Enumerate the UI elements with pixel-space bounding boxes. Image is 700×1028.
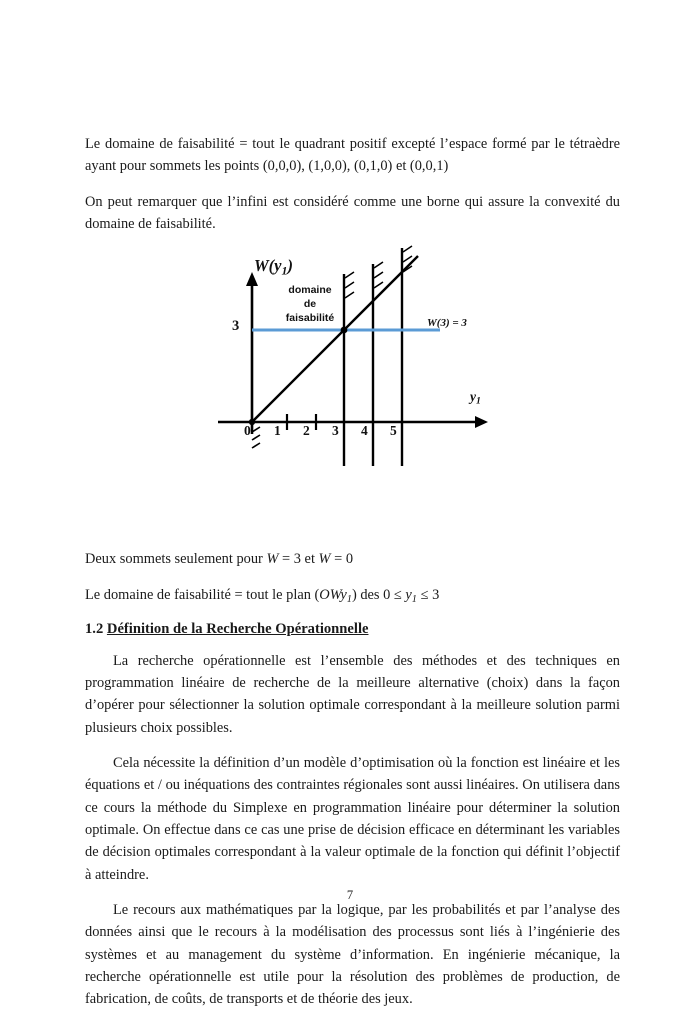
y-axis-label-sub: 1 xyxy=(281,263,288,278)
hatching-constraint-4 xyxy=(374,262,383,288)
x-axis-label-sub: 1 xyxy=(476,395,481,407)
symbol-w-first: W xyxy=(266,551,279,568)
symbol-y-second-sub: 1 xyxy=(411,593,417,605)
paragraph-recours-mathematiques: Le recours aux mathématiques par la logique, par les probabilités et par l’analyse des données ainsi que le recours à la modélisation des processus sont liés à l’ingénierie des systèmes et au management du système d’information. En ingénierie mécanique, la recherche opérationnelle est utile pour la résolution des problèmes de production, de fabrication, de coûts, de transports et de théorie des jeux. xyxy=(85,901,620,1008)
x-axis-arrowhead xyxy=(475,416,488,428)
feasibility-domain-figure xyxy=(200,238,520,486)
intersection-point-3-3 xyxy=(341,327,348,334)
diagonal-line-w-equals-y1 xyxy=(252,256,418,422)
paragraph-plan-domaine xyxy=(85,584,620,608)
paragraph-definition-ro: La recherche opérationnelle est l’ensemble des méthodes et des techniques en programmation linéaire de recherche de la meilleure alternative (choix) dans la façon d’opérer pour sélectionner la solution optimale correspondant à la meilleure solution parmi plusieurs choix possibles. xyxy=(85,652,620,736)
x-axis-label-main: y xyxy=(470,389,476,404)
y-axis-label-main: W xyxy=(254,256,269,275)
y-tick-label-3: 3 xyxy=(232,318,240,334)
plan-text-end: ≤ 3 xyxy=(416,586,440,603)
section-title: Définition de la Recherche Opérationnelle xyxy=(106,620,369,637)
section-number: 1.2 xyxy=(85,620,104,637)
page-number: 7 xyxy=(346,888,354,902)
paragraph-domaine-faisabilite: Le domaine de faisabilité = tout le quadrant positif excepté l’espace formé par le tétraèdre ayant pour sommets les points (0,0,0), (1,0,0), (0,1,0) et (0,0,1) xyxy=(85,136,620,175)
symbol-w-second: W xyxy=(318,551,331,568)
constraint-line-label: W(3) = 3 xyxy=(427,317,467,329)
domain-annotation-line-1: domaine xyxy=(288,284,332,296)
y-axis-label-arg: y xyxy=(274,256,282,275)
deux-sommets-text-end: = 0 xyxy=(330,551,354,568)
domain-annotation-line-3: faisabilité xyxy=(285,311,335,324)
plan-text-mid: ) des 0 ≤ xyxy=(351,586,406,603)
x-tick-label-0: 0 xyxy=(244,423,251,438)
domain-annotation-line-2: de xyxy=(303,297,317,310)
deux-sommets-text-pre: Deux sommets seulement pour xyxy=(85,551,267,568)
symbol-ow: OW xyxy=(319,586,341,603)
symbol-y-first-sub: 1 xyxy=(346,593,352,605)
plan-text-pre: Le domaine de faisabilité = tout le plan ( xyxy=(85,586,320,603)
paragraph-modele-optimisation: Cela nécessite la définition d’un modèle d’optimisation où la fonction est linéaire et les équations et / ou inéquations des contraintes régionales sont aussi linéaires. On utilisera dans ce cours la méthode du Simplexe en programmation linéaire pour déterminer la solution optimale. On effectue dans ce cas une prise de décision efficace en déterminant les variables de décision optimales correspondant à la valeur optimale de la fonction qui définit l’objectif à atteindre. xyxy=(85,754,620,883)
x-tick-label-3: 3 xyxy=(332,423,339,438)
x-tick-label-5: 5 xyxy=(390,423,397,438)
feasibility-domain-svg xyxy=(200,238,520,486)
deux-sommets-text-mid: = 3 et xyxy=(278,551,319,568)
paragraph-infini-convexite: On peut remarquer que l’infini est considéré comme une borne qui assure la convexité du domaine de faisabilité. xyxy=(85,193,620,232)
symbol-y-first: y xyxy=(340,586,347,603)
section-heading-1-2 xyxy=(85,621,620,638)
paragraph-deux-sommets xyxy=(85,548,620,570)
x-tick-label-2: 2 xyxy=(303,423,310,438)
y-axis-label: $W(y_1)$ xyxy=(254,256,293,278)
domain-annotation xyxy=(262,284,358,326)
x-tick-label-4: 4 xyxy=(361,423,368,438)
x-axis-label xyxy=(470,389,481,407)
x-tick-label-1: 1 xyxy=(274,423,281,438)
symbol-y-second: y xyxy=(405,586,412,603)
